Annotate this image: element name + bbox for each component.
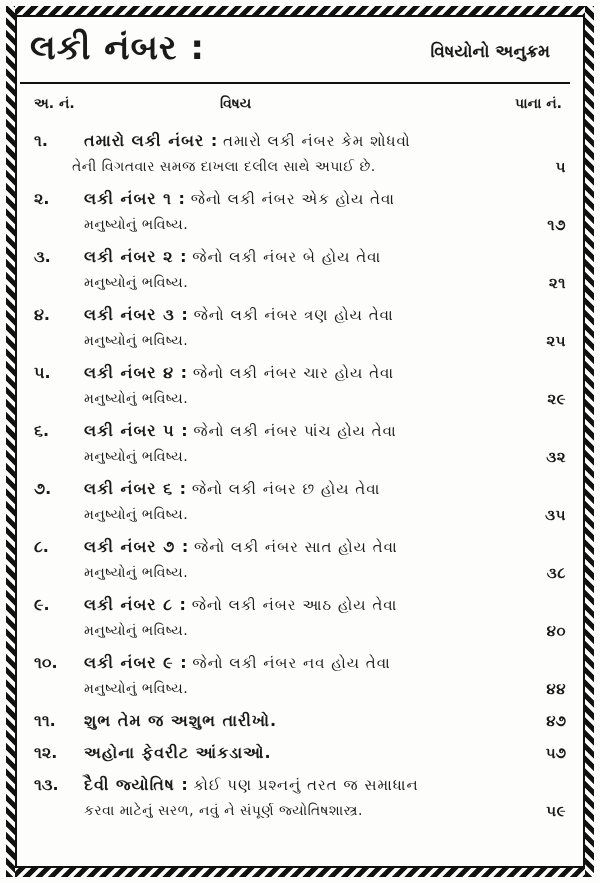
toc-entry-line (34, 592, 566, 618)
toc-entry-line (34, 708, 566, 734)
entry-page-number: ૨૯ (547, 390, 566, 408)
entry-continuation-text: મનુષ્યોનું ભવિષ્ય. (84, 391, 189, 407)
toc-entry-line (34, 650, 566, 676)
entry-page-number: ૫ (555, 158, 566, 176)
toc-entry (34, 186, 566, 238)
entry-continuation (34, 444, 566, 470)
entry-title: લકી નંબર ૪ : (84, 363, 189, 382)
column-number: અ. નં. (34, 96, 75, 112)
entry-description: જેનો લકી નંબર એક હોય તેવા (190, 190, 395, 208)
entry-number: ૯. (34, 595, 50, 614)
entry-continuation-text: મનુષ્યોનું ભવિષ્ય. (84, 449, 189, 465)
entry-continuation-text: મનુષ્યોનું ભવિષ્ય. (84, 217, 189, 233)
toc-entry-line (34, 418, 566, 444)
page-header (20, 28, 570, 84)
entry-continuation-text: મનુષ્યોનું ભવિષ્ય. (84, 565, 189, 581)
entry-title: લકી નંબર ૧ : (84, 189, 186, 208)
entry-number: ૬. (34, 421, 50, 440)
entry-number: ૫. (34, 363, 51, 382)
entry-description: જેનો લકી નંબર સાત હોય તેવા (194, 538, 398, 556)
column-subject: વિષય (220, 96, 252, 112)
entry-title: દૈવી જ્યોતિષ : (84, 775, 189, 794)
decorative-border-right (585, 6, 594, 877)
entry-number: ૧૩. (34, 775, 59, 794)
entry-title: તમારો લકી નંબર : (84, 131, 219, 150)
decorative-border-left (6, 6, 15, 877)
toc-entry (34, 418, 566, 470)
toc-entry (34, 740, 566, 766)
entry-continuation-text: મનુષ્યોનું ભવિષ્ય. (84, 623, 189, 639)
entry-page-number: ૩૮ (546, 564, 566, 582)
entry-description: જેનો લકી નંબર બે હોય તેવા (192, 248, 382, 266)
entry-description: કોઈ પણ પ્રશ્નનું તરત જ સમાધાન (193, 776, 419, 794)
entry-description: જેનો લકી નંબર ચાર હોય તેવા (192, 364, 395, 382)
toc-entry (34, 650, 566, 702)
entry-continuation (34, 676, 566, 702)
entry-description: જેનો લકી નંબર ત્રણ હોય તેવા (193, 306, 394, 324)
entry-continuation-text: તેની વિગતવાર સમજ દાખલા દલીલ સાથે અપાઈ છે. (72, 159, 376, 175)
entry-continuation (34, 386, 566, 412)
column-page: પાના નં. (515, 96, 562, 112)
toc-entry-line (34, 740, 566, 766)
column-headers (34, 96, 562, 116)
toc-entry (34, 244, 566, 296)
toc-entry-line (34, 772, 566, 798)
entry-continuation-text: મનુષ્યોનું ભવિષ્ય. (84, 507, 189, 523)
entry-number: ૪. (34, 305, 50, 324)
toc-entry (34, 360, 566, 412)
entry-page-number: ૪૭ (546, 712, 566, 730)
entry-description: જેનો લકી નંબર આઠ હોય તેવા (191, 596, 398, 614)
entry-page-number: ૫૯ (546, 802, 566, 820)
toc-entry-line (34, 186, 566, 212)
entry-number: ૧૦. (34, 653, 58, 672)
entry-continuation (34, 798, 566, 824)
entry-continuation (34, 502, 566, 528)
entry-number: ૭. (34, 479, 52, 498)
entry-number: ૧૨. (34, 743, 58, 762)
toc-entry-line (34, 128, 566, 154)
entry-page-number: ૧૭ (547, 216, 566, 234)
entry-continuation-text: મનુષ્યોનું ભવિષ્ય. (84, 333, 189, 349)
book-title: લકી નંબર : (30, 28, 205, 68)
toc-entry (34, 128, 566, 180)
toc-entry (34, 772, 566, 824)
decorative-border-bottom (6, 868, 594, 877)
entry-description: જેનો લકી નંબર પાંચ હોય તેવા (193, 422, 397, 440)
entry-title: લકી નંબર ૬ : (84, 479, 188, 498)
toc-entry (34, 534, 566, 586)
toc-entry (34, 592, 566, 644)
entry-page-number: ૨૧ (548, 274, 566, 292)
entry-page-number: ૪૪ (546, 680, 566, 698)
entry-title: લકી નંબર ૮ : (84, 595, 187, 614)
header-divider (20, 82, 570, 84)
entry-page-number: ૩૫ (545, 506, 566, 524)
entry-title: અહોના ફેવરીટ આંકડાઓ. (84, 743, 272, 762)
toc-entry (34, 302, 566, 354)
entry-continuation-text: મનુષ્યોનું ભવિષ્ય. (84, 275, 189, 291)
entry-page-number: ૨૫ (546, 332, 566, 350)
entry-title: લકી નંબર ૯ : (84, 653, 188, 672)
contents-heading: વિષયોનો અનુક્રમ (430, 42, 550, 62)
entry-number: ૧૧. (34, 711, 56, 730)
toc-entry-line (34, 534, 566, 560)
entry-page-number: ૪૦ (546, 622, 566, 640)
entry-continuation (34, 328, 566, 354)
entry-description: તમારો લકી નંબર કેમ શોધવો (223, 132, 411, 150)
entry-title: શુભ તેમ જ અશુભ તારીખો. (84, 711, 278, 730)
entry-title: લકી નંબર ૫ : (84, 421, 189, 440)
toc-entry (34, 476, 566, 528)
toc-entry-line (34, 360, 566, 386)
toc-entry (34, 708, 566, 734)
entry-title: લકી નંબર ૭ : (84, 537, 190, 556)
entry-description: જેનો લકી નંબર નવ હોય તેવા (192, 654, 391, 672)
entry-number: ૩. (34, 247, 51, 266)
entry-continuation (34, 270, 566, 296)
toc-entry-line (34, 302, 566, 328)
entry-continuation-text: મનુષ્યોનું ભવિષ્ય. (84, 681, 189, 697)
entry-continuation (34, 560, 566, 586)
entry-continuation (34, 212, 566, 238)
table-of-contents (34, 128, 566, 830)
entry-description: જેનો લકી નંબર છ હોય તેવા (191, 480, 381, 498)
entry-number: ૨. (34, 189, 50, 208)
toc-entry-line (34, 476, 566, 502)
entry-number: ૮. (34, 537, 49, 556)
entry-page-number: ૫૭ (545, 744, 566, 762)
entry-continuation (34, 618, 566, 644)
entry-number: ૧. (34, 131, 48, 150)
entry-continuation (34, 154, 566, 180)
entry-page-number: ૩૨ (546, 448, 566, 466)
decorative-border-top (6, 6, 594, 15)
entry-continuation-text: કરવા માટેનું સરળ, નવું ને સંપૂર્ણ જ્યોતિષશાસ્ત્ર. (84, 803, 363, 819)
entry-title: લકી નંબર ૨ : (84, 247, 188, 266)
entry-title: લકી નંબર ૩ : (84, 305, 189, 324)
entry-spacer (34, 824, 566, 830)
toc-entry-line (34, 244, 566, 270)
